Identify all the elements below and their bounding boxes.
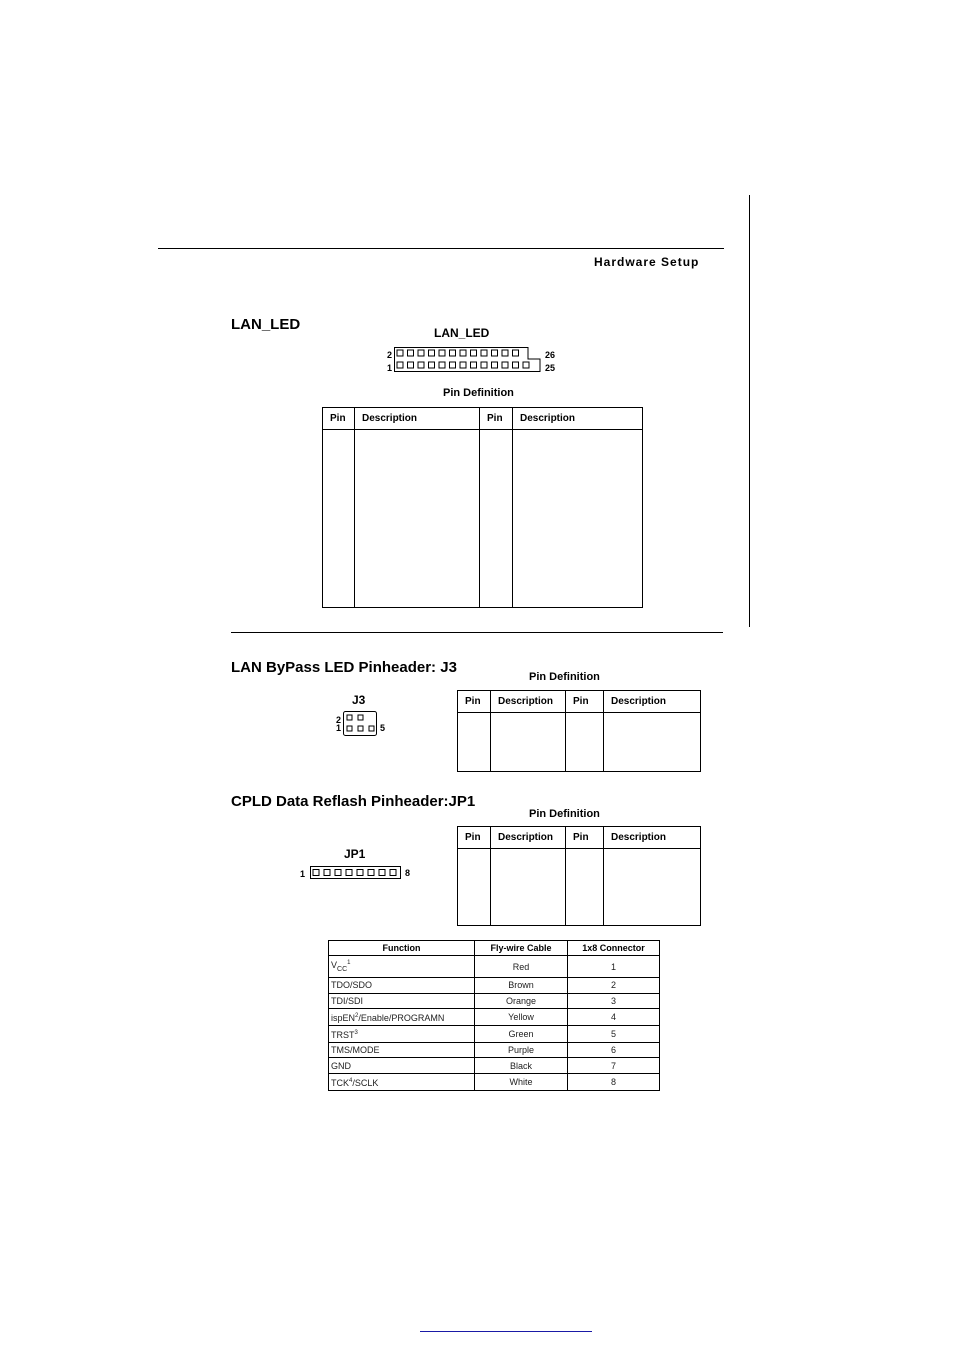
jp1-section-title: CPLD Data Reflash Pinheader:JP1 <box>231 793 476 810</box>
j3-pin-table <box>457 690 701 772</box>
jp1-pin <box>324 870 330 876</box>
table-header: Pin <box>480 408 513 430</box>
lan-led-pin <box>523 362 529 368</box>
flywire-header-cable: Fly-wire Cable <box>475 941 568 956</box>
flywire-connector-cell: 7 <box>568 1058 660 1073</box>
lan-led-pin <box>513 362 519 368</box>
jp1-pin <box>357 870 363 876</box>
lan-led-pin-label-25: 25 <box>545 363 556 373</box>
lan-led-header-diagram <box>394 347 544 373</box>
lan-led-pin <box>397 362 403 368</box>
footer-link-underline[interactable] <box>420 1331 592 1332</box>
jp1-pin <box>379 870 385 876</box>
table-row <box>329 993 660 1008</box>
flywire-connector-cell: 6 <box>568 1042 660 1057</box>
lan-led-pin <box>492 362 498 368</box>
flywire-function-cell: TRST$^3$ <box>329 1025 475 1042</box>
table-row <box>329 978 660 993</box>
lan-led-pin <box>418 350 424 356</box>
lan-led-pin-definition-title: Pin Definition <box>443 387 514 399</box>
margin-rule <box>749 195 750 627</box>
table-row <box>329 1008 660 1025</box>
lan-led-pin <box>481 362 487 368</box>
jp1-pin-label-8: 8 <box>405 868 411 878</box>
jp1-pin <box>368 870 374 876</box>
lan-led-pin <box>439 362 445 368</box>
table-header: Pin <box>566 827 604 849</box>
flywire-cable-table <box>328 940 660 1091</box>
flywire-cable-cell: White <box>475 1073 568 1090</box>
flywire-function-cell: $V_{CC}^1$ <box>329 956 475 978</box>
flywire-connector-cell: 1 <box>568 956 660 978</box>
table-row <box>329 1058 660 1073</box>
j3-diagram-label: J3 <box>352 693 366 707</box>
jp1-diagram-label: JP1 <box>344 847 366 861</box>
j3-pin-label-2: 2 <box>336 715 342 725</box>
table-header: Pin <box>458 827 491 849</box>
table-header: Description <box>513 408 643 430</box>
table-header: Description <box>355 408 480 430</box>
flywire-cable-cell: Orange <box>475 993 568 1008</box>
table-header: Description <box>491 691 566 713</box>
table-header: Pin <box>458 691 491 713</box>
lan-led-pin <box>439 350 445 356</box>
flywire-connector-cell: 5 <box>568 1025 660 1042</box>
lan-led-pin-label-26: 26 <box>545 350 556 360</box>
j3-section-title: LAN ByPass LED Pinheader: J3 <box>231 659 457 676</box>
jp1-pin <box>390 870 396 876</box>
lan-led-section-title: LAN_LED <box>231 316 301 333</box>
flywire-cable-cell: Green <box>475 1025 568 1042</box>
j3-pin-definition-title: Pin Definition <box>529 671 600 683</box>
table-row <box>329 1042 660 1057</box>
flywire-function-cell: TDO/SDO <box>329 978 475 993</box>
lan-led-pin <box>513 350 519 356</box>
flywire-cable-cell: Yellow <box>475 1008 568 1025</box>
table-header: Description <box>491 827 566 849</box>
header-rule <box>158 248 724 249</box>
lan-led-pin <box>397 350 403 356</box>
flywire-connector-cell: 3 <box>568 993 660 1008</box>
flywire-cable-cell: Brown <box>475 978 568 993</box>
lan-led-diagram-label: LAN_LED <box>434 326 490 340</box>
lan-led-pin <box>460 362 466 368</box>
lan-led-pin <box>471 350 477 356</box>
flywire-function-cell: TMS/MODE <box>329 1042 475 1057</box>
flywire-cable-cell: Black <box>475 1058 568 1073</box>
lan-led-pin-table <box>322 407 643 608</box>
lan-led-pin <box>492 350 498 356</box>
flywire-function-cell: TCK$^4$/SCLK <box>329 1073 475 1090</box>
flywire-connector-cell: 8 <box>568 1073 660 1090</box>
lan-led-pin <box>429 362 435 368</box>
flywire-header-connector: 1x8 Connector <box>568 941 660 956</box>
flywire-header-function: Function <box>329 941 475 956</box>
flywire-function-cell: ispEN$^2$/Enable/PROGRAMN <box>329 1008 475 1025</box>
lan-led-pin <box>460 350 466 356</box>
jp1-pin <box>335 870 341 876</box>
table-header: Description <box>604 691 701 713</box>
table-header: Pin <box>323 408 355 430</box>
table-row <box>329 956 660 978</box>
lan-led-pin <box>408 350 414 356</box>
flywire-connector-cell: 2 <box>568 978 660 993</box>
lan-led-pin <box>502 362 508 368</box>
table-row <box>329 1025 660 1042</box>
jp1-pin <box>346 870 352 876</box>
lan-led-pin <box>429 350 435 356</box>
lan-led-pin <box>450 362 456 368</box>
j3-pin-label-5: 5 <box>380 723 386 733</box>
lan-led-pin <box>502 350 508 356</box>
flywire-function-cell: TDI/SDI <box>329 993 475 1008</box>
jp1-pin-label-1: 1 <box>300 869 306 879</box>
lan-led-pin <box>450 350 456 356</box>
table-row <box>329 1073 660 1090</box>
section-divider <box>231 632 723 633</box>
page-header-title: Hardware Setup <box>594 255 700 269</box>
lan-led-pin <box>471 362 477 368</box>
table-header: Pin <box>566 691 604 713</box>
lan-led-pin <box>418 362 424 368</box>
flywire-cable-cell: Red <box>475 956 568 978</box>
lan-led-pin-label-2: 2 <box>387 350 393 360</box>
jp1-header-diagram <box>310 866 402 880</box>
lan-led-pin <box>481 350 487 356</box>
flywire-cable-cell: Purple <box>475 1042 568 1057</box>
flywire-connector-cell: 4 <box>568 1008 660 1025</box>
jp1-pin <box>313 870 319 876</box>
lan-led-pin-label-1: 1 <box>387 363 393 373</box>
lan-led-pin <box>408 362 414 368</box>
j3-header-diagram <box>343 711 379 737</box>
flywire-function-cell: GND <box>329 1058 475 1073</box>
jp1-pin-table <box>457 826 701 926</box>
table-header: Description <box>604 827 701 849</box>
jp1-pin-definition-title: Pin Definition <box>529 808 600 820</box>
j3-pin-label-1: 1 <box>336 723 342 733</box>
